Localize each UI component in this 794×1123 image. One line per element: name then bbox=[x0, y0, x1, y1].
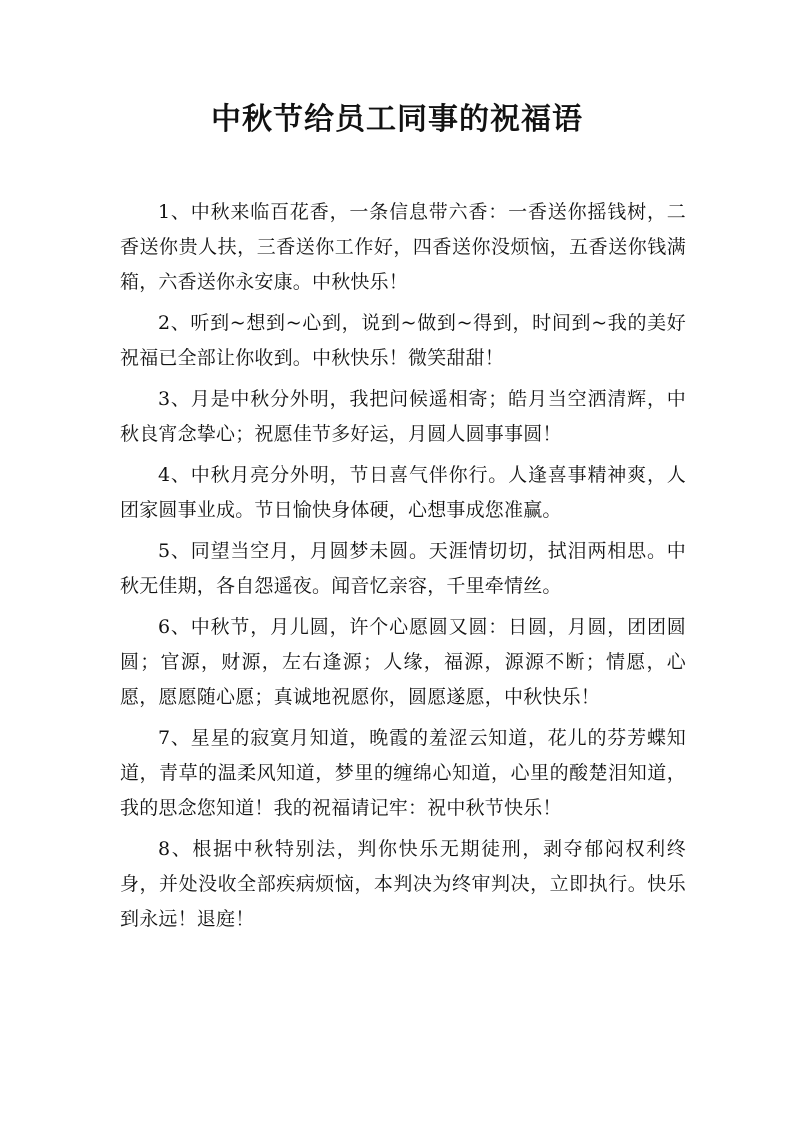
paragraph-8: 8、根据中秋特别法，判你快乐无期徒刑，剥夺郁闷权利终身，并处没收全部疾病烦恼，本判决为终审判决，立即执行。快乐到永远！退庭！ bbox=[120, 838, 686, 930]
paragraph-4: 4、中秋月亮分外明，节日喜气伴你行。人逢喜事精神爽，人团家圆事业成。节日愉快身体硬，心想事成您准赢。 bbox=[120, 464, 686, 521]
paragraph-5: 5、同望当空月，月圆梦未圆。天涯情切切，拭泪两相思。中秋无佳期，各自怨遥夜。闻音忆亲容，千里牵情丝。 bbox=[120, 540, 686, 597]
paragraph-6: 6、中秋节，月儿圆，许个心愿圆又圆：日圆，月圆，团团圆圆；官源，财源，左右逢源；人缘，福源，源源不断；情愿，心愿，愿愿随心愿；真诚地祝愿你，圆愿遂愿，中秋快乐！ bbox=[120, 616, 686, 708]
document-body bbox=[120, 195, 686, 943]
paragraph-3: 3、月是中秋分外明，我把问候遥相寄；皓月当空洒清辉，中秋良宵念挚心；祝愿佳节多好运，月圆人圆事事圆！ bbox=[120, 388, 686, 445]
paragraph-1: 1、中秋来临百花香，一条信息带六香：一香送你摇钱树，二香送你贵人扶，三香送你工作好，四香送你没烦恼，五香送你钱满箱，六香送你永安康。中秋快乐！ bbox=[120, 201, 686, 293]
paragraph-2: 2、听到~想到~心到，说到~做到~得到，时间到~我的美好祝福已全部让你收到。中秋快乐！微笑甜甜！ bbox=[120, 312, 686, 369]
paragraph-7: 7、星星的寂寞月知道，晚霞的羞涩云知道，花儿的芬芳蝶知道，青草的温柔风知道，梦里的缠绵心知道，心里的酸楚泪知道，我的思念您知道！我的祝福请记牢：祝中秋节快乐！ bbox=[120, 727, 686, 819]
page-title: 中秋节给员工同事的祝福语 bbox=[211, 102, 583, 137]
